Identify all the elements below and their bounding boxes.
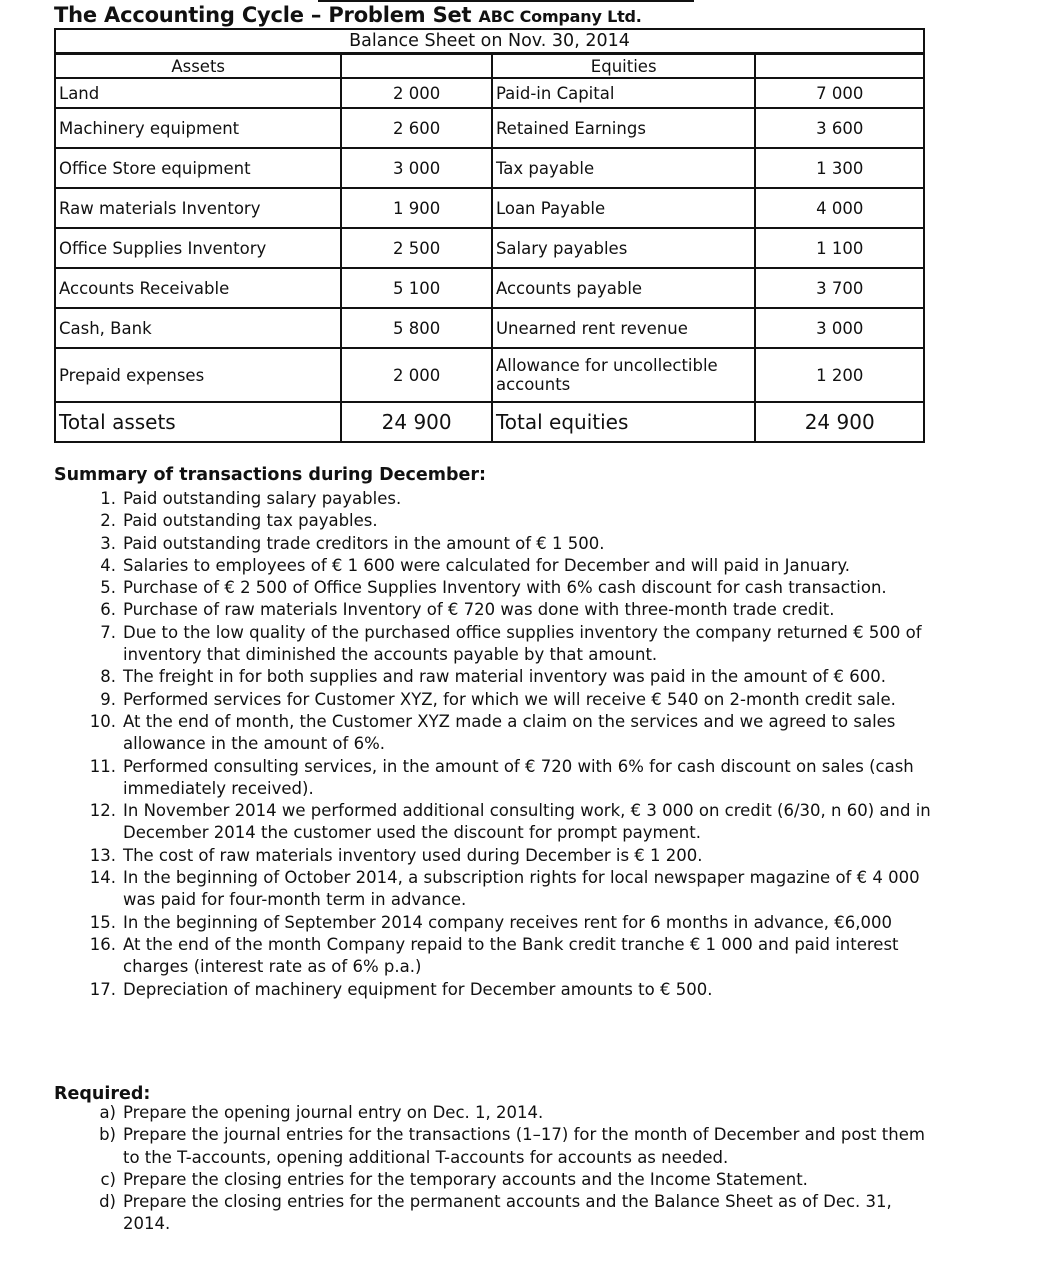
item-text: Salaries to employees of € 1 600 were calculated for December and will paid in January. bbox=[123, 555, 851, 575]
item-number: 9. bbox=[100, 689, 116, 709]
transactions-list bbox=[54, 488, 934, 1001]
item-letter: d) bbox=[99, 1192, 116, 1212]
table-row bbox=[55, 108, 924, 148]
asset-value: 3 000 bbox=[341, 148, 492, 188]
list-item bbox=[54, 1124, 934, 1169]
list-item bbox=[54, 1169, 934, 1191]
item-text: The freight in for both supplies and raw material inventory was paid in the amount of € 600. bbox=[123, 667, 886, 687]
item-letter: a) bbox=[99, 1103, 116, 1122]
asset-value: 5 800 bbox=[341, 308, 492, 348]
item-number: 2. bbox=[100, 511, 116, 531]
table-row bbox=[55, 268, 924, 308]
item-text: Prepare the journal entries for the transactions (1–17) for the month of December and post them to the T-accounts, opening additional T-accounts for accounts as needed. bbox=[123, 1125, 925, 1167]
list-item bbox=[54, 800, 934, 845]
table-row bbox=[55, 228, 924, 268]
item-text: In November 2014 we performed additional consulting work, € 3 000 on credit (6/30, n 60) and in December 2014 the customer used the discount for prompt payment. bbox=[123, 801, 931, 843]
asset-value: 2 000 bbox=[341, 78, 492, 108]
list-item bbox=[54, 845, 934, 867]
table-row bbox=[55, 188, 924, 228]
transactions-heading: Summary of transactions during December: bbox=[54, 465, 487, 485]
item-letter: b) bbox=[99, 1125, 116, 1145]
required-heading: Required: bbox=[54, 1084, 151, 1104]
list-item bbox=[54, 979, 934, 1001]
equity-value: 1 200 bbox=[755, 348, 924, 402]
asset-value: 5 100 bbox=[341, 268, 492, 308]
equity-name: Retained Earnings bbox=[492, 108, 755, 148]
asset-value: 2 500 bbox=[341, 228, 492, 268]
item-number: 6. bbox=[100, 600, 116, 620]
table-row bbox=[55, 348, 924, 402]
total-equities-value: 24 900 bbox=[755, 402, 924, 442]
item-text: Purchase of € 2 500 of Office Supplies Inventory with 6% cash discount for cash transaction. bbox=[123, 578, 887, 598]
asset-name: Office Supplies Inventory bbox=[55, 228, 341, 268]
total-assets-value: 24 900 bbox=[341, 402, 492, 442]
asset-value: 2 600 bbox=[341, 108, 492, 148]
list-item bbox=[54, 756, 934, 801]
equity-value: 3 000 bbox=[755, 308, 924, 348]
item-text: Performed services for Customer XYZ, for which we will receive € 540 on 2-month credit sale. bbox=[123, 689, 896, 709]
item-text: At the end of month, the Customer XYZ made a claim on the services and we agreed to sales allowance in the amount of 6%. bbox=[123, 711, 896, 754]
equity-name: Salary payables bbox=[492, 228, 755, 268]
item-text: Due to the low quality of the purchased office supplies inventory the company returned € 500 of inventory that diminished the accounts payable by that amount. bbox=[123, 622, 922, 665]
item-text: Paid outstanding tax payables. bbox=[123, 511, 378, 531]
company-name: ABC Company Ltd. bbox=[478, 7, 642, 26]
asset-name: Land bbox=[55, 78, 341, 108]
equity-value: 4 000 bbox=[755, 188, 924, 228]
item-number: 4. bbox=[100, 555, 116, 575]
item-number: 14. bbox=[89, 868, 116, 888]
document-title: The Accounting Cycle – Problem Set bbox=[54, 3, 472, 27]
required-list bbox=[54, 1102, 934, 1236]
item-number: 1. bbox=[100, 489, 116, 508]
list-item bbox=[54, 599, 934, 621]
equity-name: Unearned rent revenue bbox=[492, 308, 755, 348]
balance-sheet-caption: Balance Sheet on Nov. 30, 2014 bbox=[55, 29, 924, 54]
item-number: 10. bbox=[89, 711, 116, 731]
list-item bbox=[54, 510, 934, 532]
item-number: 5. bbox=[100, 578, 116, 598]
list-item bbox=[54, 555, 934, 577]
list-item bbox=[54, 577, 934, 599]
assets-header: Assets bbox=[55, 54, 341, 79]
balance-sheet-table bbox=[54, 28, 925, 443]
item-text: In the beginning of October 2014, a subscription rights for local newspaper magazine of € 4 000 was paid for four-month term in advance. bbox=[123, 868, 920, 910]
item-number: 15. bbox=[89, 912, 116, 932]
item-number: 12. bbox=[89, 801, 116, 821]
item-number: 11. bbox=[89, 756, 116, 776]
total-assets-label: Total assets bbox=[55, 402, 341, 442]
item-text: The cost of raw materials inventory used during December is € 1 200. bbox=[123, 845, 703, 865]
equity-name: Paid-in Capital bbox=[492, 78, 755, 108]
list-item bbox=[54, 488, 934, 510]
item-text: In the beginning of September 2014 company receives rent for 6 months in advance, €6,000 bbox=[123, 912, 892, 932]
asset-value: 1 900 bbox=[341, 188, 492, 228]
item-text: Prepare the closing entries for the temporary accounts and the Income Statement. bbox=[123, 1169, 808, 1189]
asset-name: Accounts Receivable bbox=[55, 268, 341, 308]
table-row bbox=[55, 78, 924, 108]
equities-header: Equities bbox=[492, 54, 755, 79]
equities-value-header bbox=[755, 54, 924, 79]
table-header-row bbox=[55, 54, 924, 79]
asset-name: Office Store equipment bbox=[55, 148, 341, 188]
equity-value: 3 700 bbox=[755, 268, 924, 308]
item-number: 8. bbox=[100, 667, 116, 687]
list-item bbox=[54, 622, 934, 667]
asset-name: Cash, Bank bbox=[55, 308, 341, 348]
item-text: Prepare the opening journal entry on Dec. 1, 2014. bbox=[123, 1103, 544, 1122]
item-text: Purchase of raw materials Inventory of € 720 was done with three-month trade credit. bbox=[123, 600, 835, 620]
asset-value: 2 000 bbox=[341, 348, 492, 402]
page-title bbox=[54, 3, 642, 27]
equity-name: Tax payable bbox=[492, 148, 755, 188]
totals-row bbox=[55, 402, 924, 442]
item-number: 17. bbox=[89, 979, 116, 999]
list-item bbox=[54, 666, 934, 688]
list-item bbox=[54, 711, 934, 756]
item-text: Performed consulting services, in the amount of € 720 with 6% for cash discount on sales (cash immediately received). bbox=[123, 756, 914, 798]
table-row bbox=[55, 308, 924, 348]
item-text: Paid outstanding trade creditors in the amount of € 1 500. bbox=[123, 533, 605, 553]
table-row bbox=[55, 148, 924, 188]
top-rule bbox=[318, 0, 694, 2]
item-text: Prepare the closing entries for the permanent accounts and the Balance Sheet as of Dec. 31, 2014. bbox=[123, 1192, 892, 1234]
equity-value: 3 600 bbox=[755, 108, 924, 148]
equity-value: 1 100 bbox=[755, 228, 924, 268]
item-number: 16. bbox=[89, 934, 116, 954]
asset-name: Prepaid expenses bbox=[55, 348, 341, 402]
equity-name: Loan Payable bbox=[492, 188, 755, 228]
equity-name: Allowance for uncollectible accounts bbox=[492, 348, 755, 402]
equity-value: 1 300 bbox=[755, 148, 924, 188]
list-item bbox=[54, 912, 934, 934]
item-number: 3. bbox=[100, 533, 116, 553]
item-number: 13. bbox=[89, 845, 116, 865]
item-text: Depreciation of machinery equipment for December amounts to € 500. bbox=[123, 979, 713, 999]
list-item bbox=[54, 934, 934, 979]
list-item bbox=[54, 689, 934, 711]
equity-value: 7 000 bbox=[755, 78, 924, 108]
item-text: At the end of the month Company repaid to the Bank credit tranche € 1 000 and paid interest charges (interest rate as of 6% p.a.) bbox=[123, 934, 899, 977]
item-letter: c) bbox=[100, 1169, 116, 1189]
total-equities-label: Total equities bbox=[492, 402, 755, 442]
asset-name: Raw materials Inventory bbox=[55, 188, 341, 228]
list-item bbox=[54, 533, 934, 555]
equity-name: Accounts payable bbox=[492, 268, 755, 308]
list-item bbox=[54, 1102, 934, 1124]
item-number: 7. bbox=[100, 622, 116, 642]
list-item bbox=[54, 1191, 934, 1236]
item-text: Paid outstanding salary payables. bbox=[123, 489, 402, 508]
assets-value-header bbox=[341, 54, 492, 79]
asset-name: Machinery equipment bbox=[55, 108, 341, 148]
list-item bbox=[54, 867, 934, 912]
